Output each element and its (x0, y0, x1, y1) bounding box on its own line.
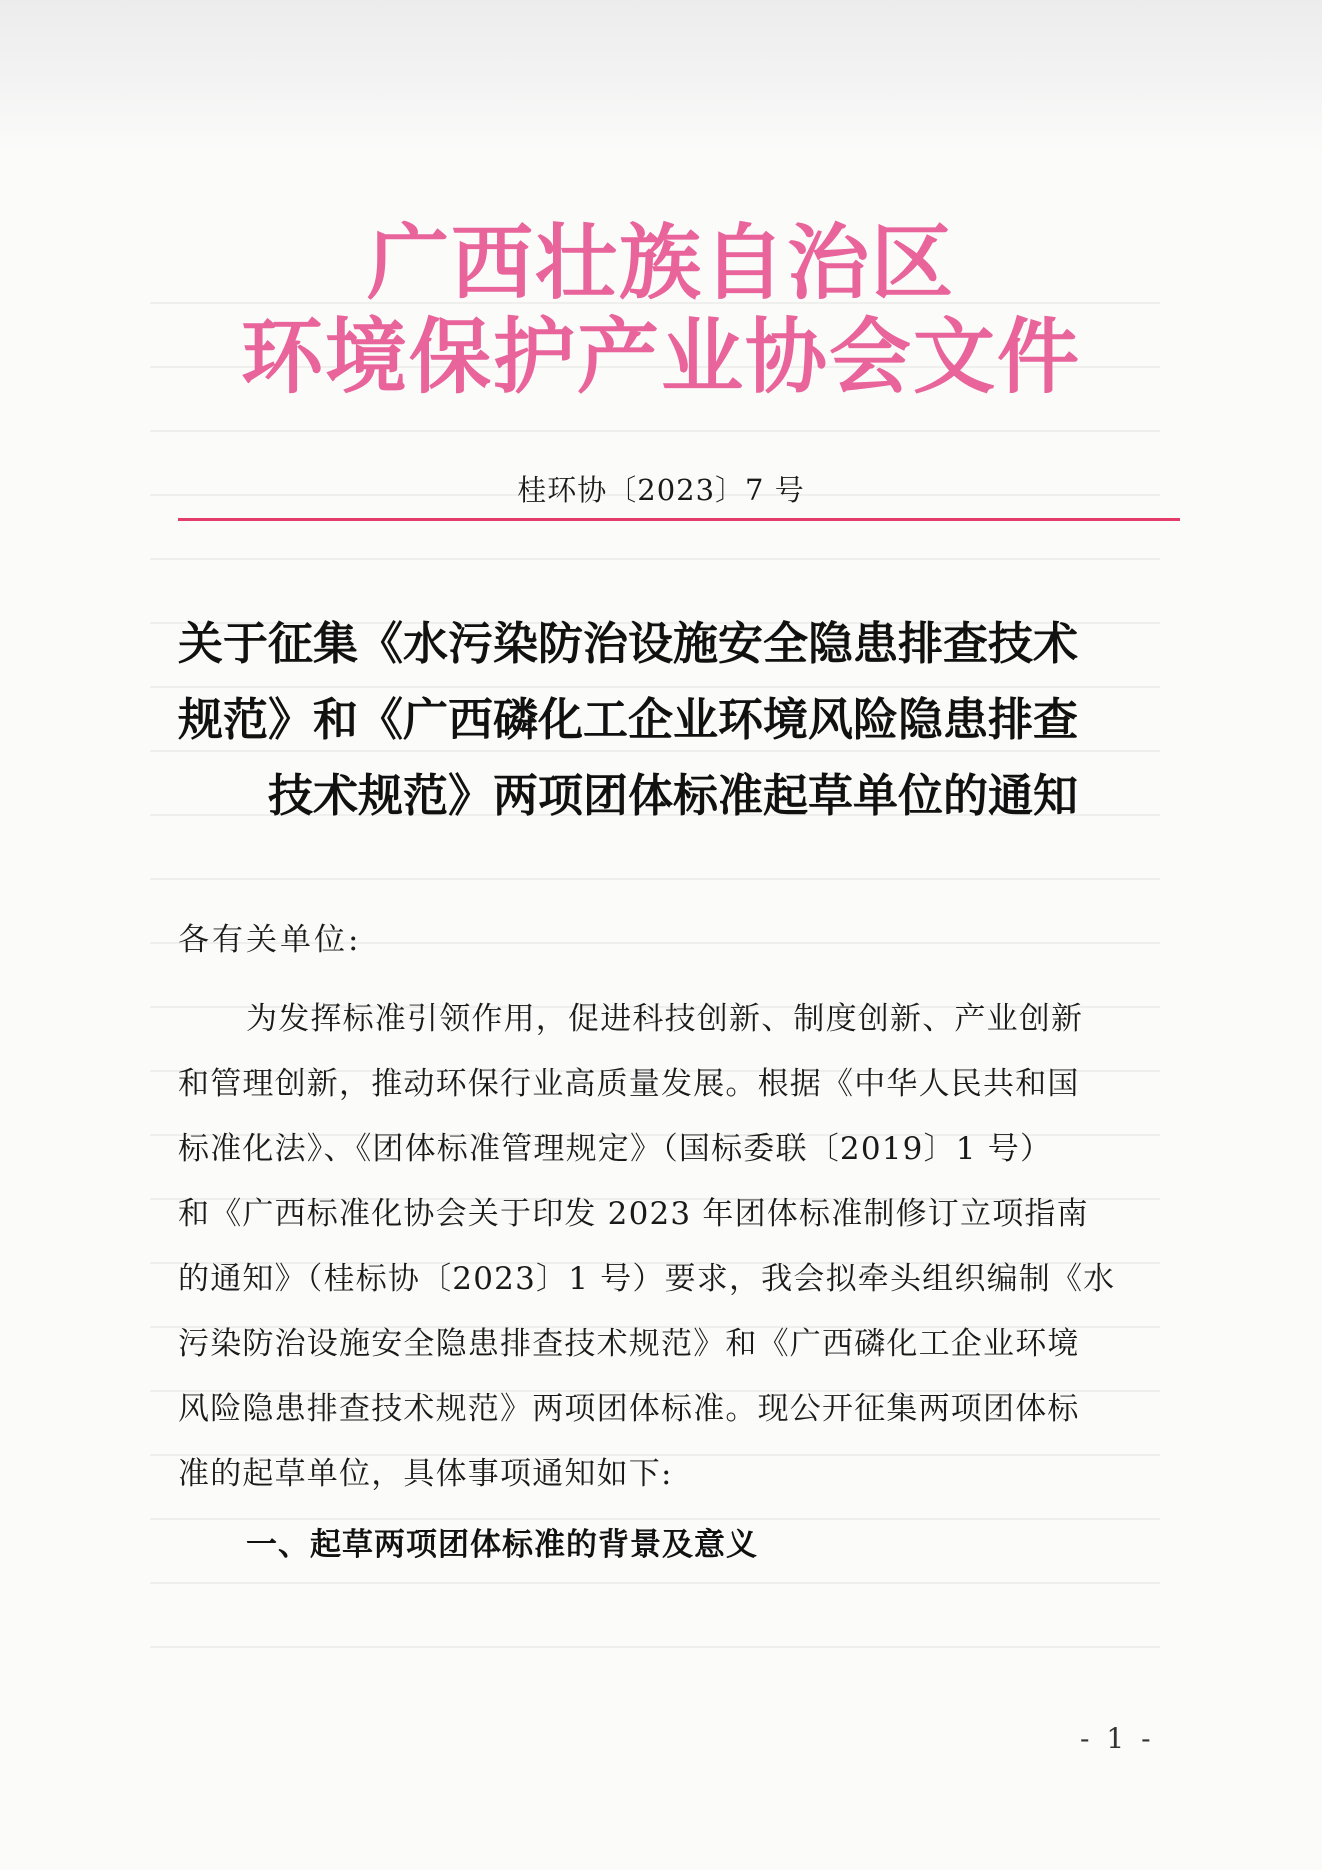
header-title-line2: 环境保护产业协会文件 (240, 309, 1081, 405)
body-line: 的通知》（桂标协〔2023〕1 号）要求，我会拟牵头组织编制《水 (178, 1261, 1116, 1297)
notice-title (178, 606, 1168, 834)
body-line: 标准化法》、《团体标准管理规定》（国标委联〔2019〕1 号） (178, 1131, 1053, 1167)
section-heading: 一、起草两项团体标准的背景及意义 (246, 1527, 758, 1563)
body-paragraph (178, 987, 1164, 1507)
notice-title-line1: 关于征集《水污染防治设施安全隐患排查技术 (178, 617, 1079, 670)
red-divider-line (178, 518, 1180, 521)
body-line: 和《广西标准化协会关于印发 2023 年团体标准制修订立项指南 (178, 1196, 1089, 1232)
header-title-line1: 广西壮族自治区 (366, 215, 955, 311)
body-line: 为发挥标准引领作用，促进科技创新、制度创新、产业创新 (246, 1001, 1084, 1037)
document-number: 桂环协〔2023〕7 号 (517, 473, 805, 507)
body-line: 风险隐患排查技术规范》两项团体标准。现公开征集两项团体标 (178, 1391, 1080, 1427)
salutation: 各有关单位: (178, 922, 362, 958)
scan-shadow (0, 0, 1322, 150)
page-number: - 1 - (1080, 1722, 1155, 1755)
body-line: 和管理创新，推动环保行业高质量发展。根据《中华人民共和国 (178, 1066, 1080, 1102)
notice-title-line3: 技术规范》两项团体标准起草单位的通知 (267, 769, 1078, 822)
body-line: 污染防治设施安全隐患排查技术规范》和《广西磷化工企业环境 (178, 1326, 1080, 1362)
body-line: 准的起草单位，具体事项通知如下: (178, 1456, 673, 1492)
notice-title-line2: 规范》和《广西磷化工企业环境风险隐患排查 (178, 693, 1079, 746)
